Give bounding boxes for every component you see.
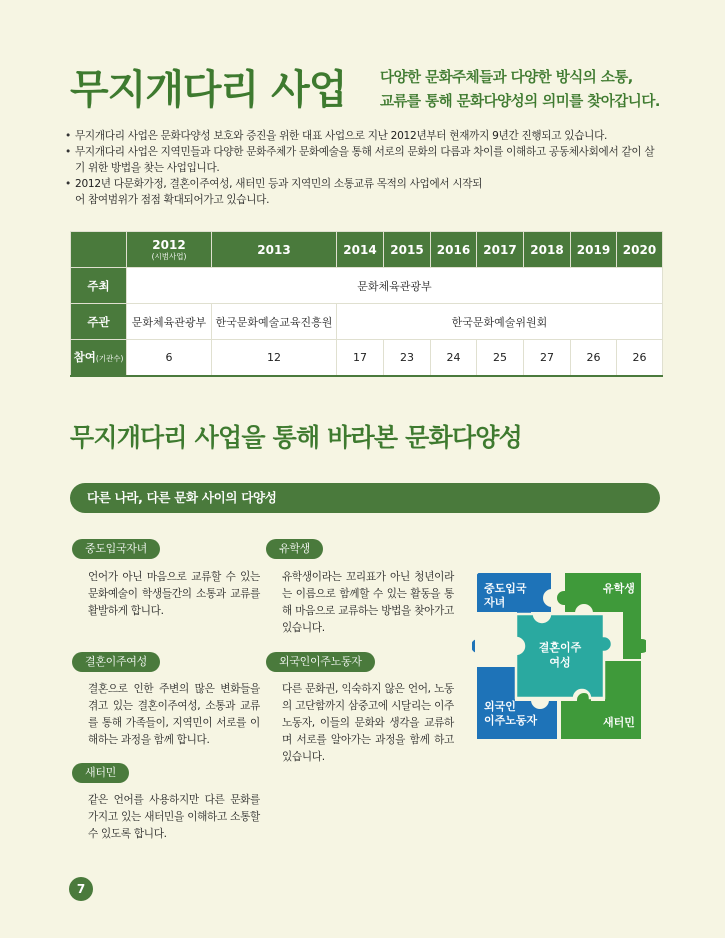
page-subtitle: [380, 66, 700, 114]
group-desc-marriage-immigrant: 결혼으로 인한 주변의 많은 변화들을 겪고 있는 결혼이주여성, 소통과 교류를 통해 가족들이, 지역민이 서로를 이해하는 과정을 함께 합니다.: [88, 683, 260, 746]
row-label-host: 주최: [71, 268, 127, 304]
participants-cell: 6: [127, 340, 212, 376]
group-tag-marriage-immigrant: 결혼이주여성: [72, 652, 160, 672]
intro-bullet: • 무지개다리 사업은 지역민들과 다양한 문화주체가 문화예술을 통해 서로의 문화의 다름과 차이를 이해하고 공동체사회에서 같이 살기 위한 방법을 찾는 사업입니다.: [62, 144, 702, 176]
group-tag-international-student: 유학생: [266, 539, 323, 559]
puzzle-label-top-right: 유학생: [603, 582, 635, 595]
page-number: 7: [69, 877, 93, 901]
puzzle-label-bottom-right: 새터민: [603, 716, 635, 729]
year-header: 2015: [384, 232, 431, 268]
participants-cell: 23: [384, 340, 431, 376]
history-table: [70, 231, 663, 377]
group-tag-junior-immigrant: 중도입국자녀: [72, 539, 160, 559]
section-subheading-bar: 다른 나라, 다른 문화 사이의 다양성: [70, 483, 660, 513]
group-desc-migrant-worker: 다른 문화권, 익숙하지 않은 언어, 노동의 고단함까지 삼중고에 시달리는 이주노동자, 이들의 문화와 생각을 교류하며 서로를 알아가는 과정을 함께 하고 있습니다.: [282, 683, 454, 763]
puzzle-illustration: [472, 568, 646, 744]
puzzle-label-center-2: 여성: [549, 656, 571, 669]
participants-cell: 12: [212, 340, 337, 376]
group-tag-defector: 새터민: [72, 763, 129, 783]
participants-label: 참여: [73, 350, 96, 365]
group-desc-defector: 같은 언어를 사용하지만 다른 문화를 가지고 있는 새터민을 이해하고 소통할 수 있도록 합니다.: [88, 794, 260, 840]
year-header: 2019: [571, 232, 617, 268]
row-label-organizer: 주관: [71, 304, 127, 340]
year-header: 2013: [212, 232, 337, 268]
puzzle-label-top-left-2: 자녀: [484, 596, 506, 609]
table-row-host: [71, 268, 663, 304]
year-label: 2012: [152, 237, 186, 252]
puzzle-label-bottom-left-2: 이주노동자: [484, 714, 538, 727]
year-header: [127, 232, 212, 268]
organizer-cell-2012: 문화체육관광부: [127, 304, 212, 340]
intro-bullet-list: [62, 128, 702, 208]
group-tag-migrant-worker: 외국인이주노동자: [266, 652, 375, 672]
year-header: 2020: [617, 232, 663, 268]
table-header-row: [71, 232, 663, 268]
section-title: 무지개다리 사업을 통해 바라본 문화다양성: [70, 423, 522, 452]
intro-bullet: • 2012년 다문화가정, 결혼이주여성, 새터민 등과 지역민의 소통교류 목적의 사업에서 시작되어 참여범위가 점점 확대되어가고 있습니다.: [62, 176, 702, 208]
group-desc-junior-immigrant: 언어가 아닌 마음으로 교류할 수 있는 문화예술이 학생들간의 소통과 교류를 활발하게 합니다.: [88, 571, 260, 617]
puzzle-label-bottom-left-1: 외국인: [484, 700, 516, 713]
participants-cell: 25: [477, 340, 524, 376]
host-value-cell: 문화체육관광부: [127, 268, 663, 304]
table-row-participants: [71, 340, 663, 376]
puzzle-label-top-left-1: 중도입국: [484, 582, 527, 595]
year-header: 2016: [431, 232, 477, 268]
table-corner-cell: [71, 232, 127, 268]
participants-cell: 24: [431, 340, 477, 376]
organizer-cell-2013: 한국문화예술교육진흥원: [212, 304, 337, 340]
year-header: 2014: [337, 232, 384, 268]
participants-cell: 27: [524, 340, 571, 376]
year-header: 2018: [524, 232, 571, 268]
participants-cell: 17: [337, 340, 384, 376]
year-sublabel: (시범사업): [151, 251, 187, 261]
row-label-participants: [71, 340, 127, 376]
participants-sublabel: (기관수): [95, 354, 124, 364]
participants-cell: 26: [617, 340, 663, 376]
page-title: 무지개다리 사업: [70, 67, 347, 113]
intro-bullet: • 무지개다리 사업은 문화다양성 보호와 증진을 위한 대표 사업으로 지난 2012년부터 현재까지 9년간 진행되고 있습니다.: [62, 128, 702, 144]
subtitle-line-2: 교류를 통해 문화다양성의 의미를 찾아갑니다.: [380, 94, 660, 110]
year-header: 2017: [477, 232, 524, 268]
table-row-organizer: [71, 304, 663, 340]
group-desc-international-student: 유학생이라는 꼬리표가 아닌 청년이라는 이름으로 함께할 수 있는 활동을 통해 마음으로 교류하는 방법을 찾아가고 있습니다.: [282, 571, 454, 634]
participants-cell: 26: [571, 340, 617, 376]
puzzle-label-center-1: 결혼이주: [538, 641, 582, 654]
subtitle-line-1: 다양한 문화주체들과 다양한 방식의 소통,: [380, 70, 633, 86]
organizer-cell-2014-2020: 한국문화예술위원회: [337, 304, 663, 340]
